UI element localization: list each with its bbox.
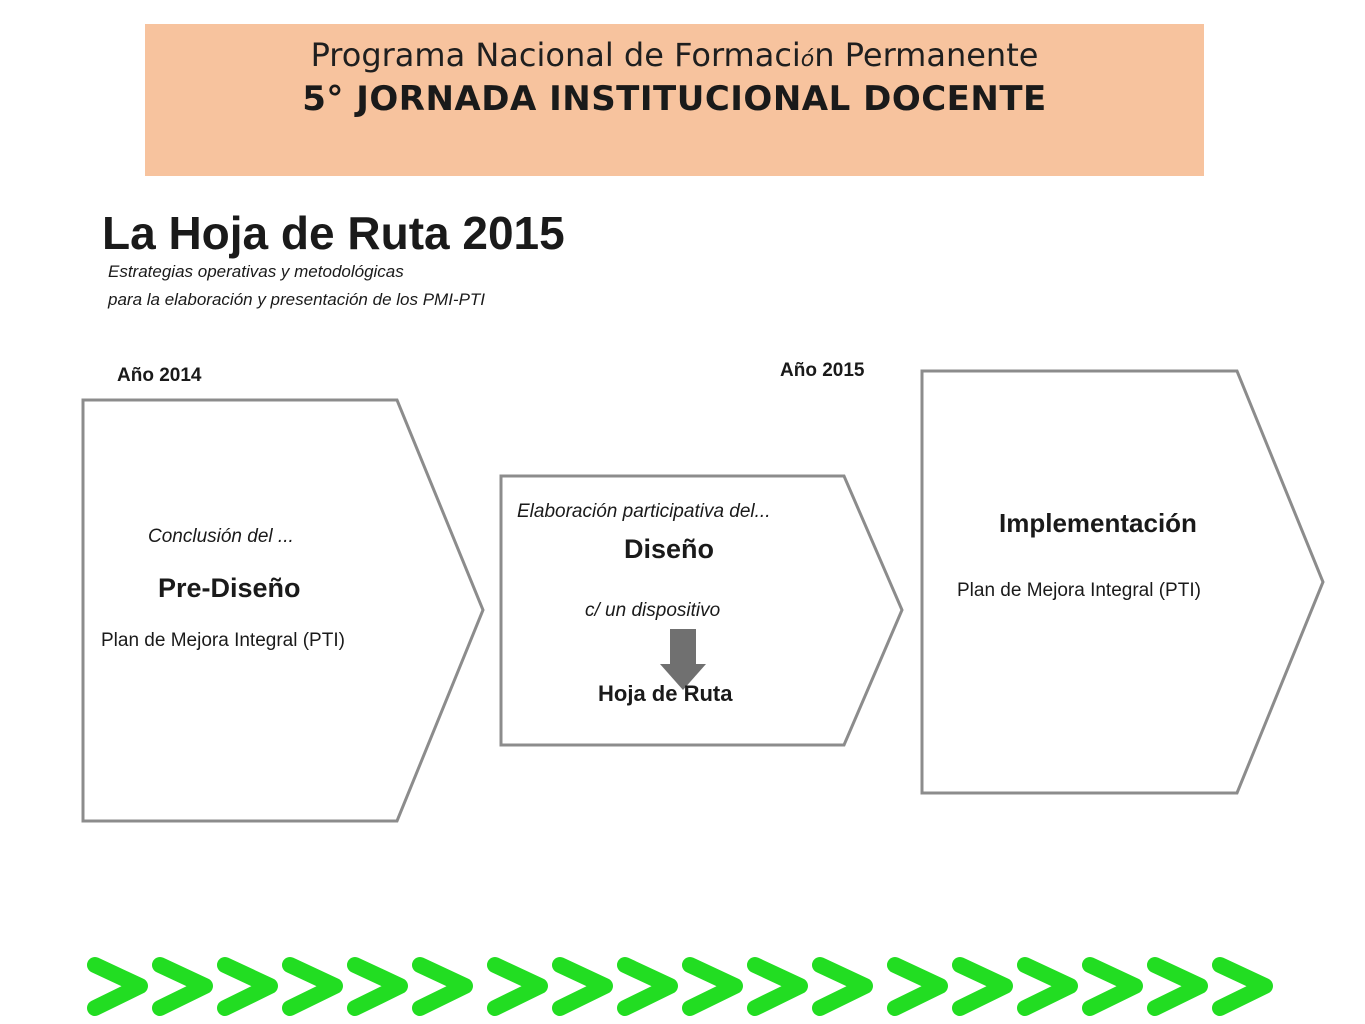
chevron-mark [1220, 965, 1265, 1008]
prediseno-title: Pre-Diseño [158, 573, 301, 603]
chevron-mark [290, 965, 335, 1008]
chevron-mark [225, 965, 270, 1008]
chevron-mark [1155, 965, 1200, 1008]
chevron-mark [560, 965, 605, 1008]
year-label-2014: Año 2014 [117, 365, 202, 386]
chevron-mark [495, 965, 540, 1008]
chevron-mark [1090, 965, 1135, 1008]
chevron-mark [160, 965, 205, 1008]
chevron-band [95, 965, 1265, 1008]
stage-shape-prediseno [83, 400, 483, 821]
subtitle-line-2: para la elaboración y presentación de los PMI-PTI [108, 290, 486, 309]
prediseno-detail: Plan de Mejora Integral (PTI) [101, 630, 345, 651]
chevron-mark [960, 965, 1005, 1008]
jornada-title: 5° JORNADA INSTITUCIONAL DOCENTE [302, 79, 1047, 119]
chevron-mark [625, 965, 670, 1008]
chevron-mark [820, 965, 865, 1008]
chevron-mark [895, 965, 940, 1008]
chevron-mark [690, 965, 735, 1008]
chevron-mark [755, 965, 800, 1008]
diseno-device-text: c/ un dispositivo [585, 600, 721, 621]
hoja-de-ruta-label: Hoja de Ruta [598, 681, 733, 706]
chevron-mark [355, 965, 400, 1008]
page-title: La Hoja de Ruta 2015 [102, 207, 565, 259]
implementacion-detail: Plan de Mejora Integral (PTI) [957, 580, 1201, 601]
subtitle-line-1: Estrategias operativas y metodológicas [108, 262, 404, 281]
chevron-mark [420, 965, 465, 1008]
chevron-mark [1025, 965, 1070, 1008]
implementacion-title: Implementación [999, 508, 1197, 538]
diseno-intro: Elaboración participativa del... [517, 501, 771, 522]
year-label-2015: Año 2015 [780, 360, 865, 381]
chevron-mark [95, 965, 140, 1008]
prediseno-intro: Conclusión del ... [148, 526, 294, 547]
diseno-title: Diseño [624, 534, 715, 564]
program-title: Programa Nacional de Formación Permanente [310, 36, 1039, 74]
